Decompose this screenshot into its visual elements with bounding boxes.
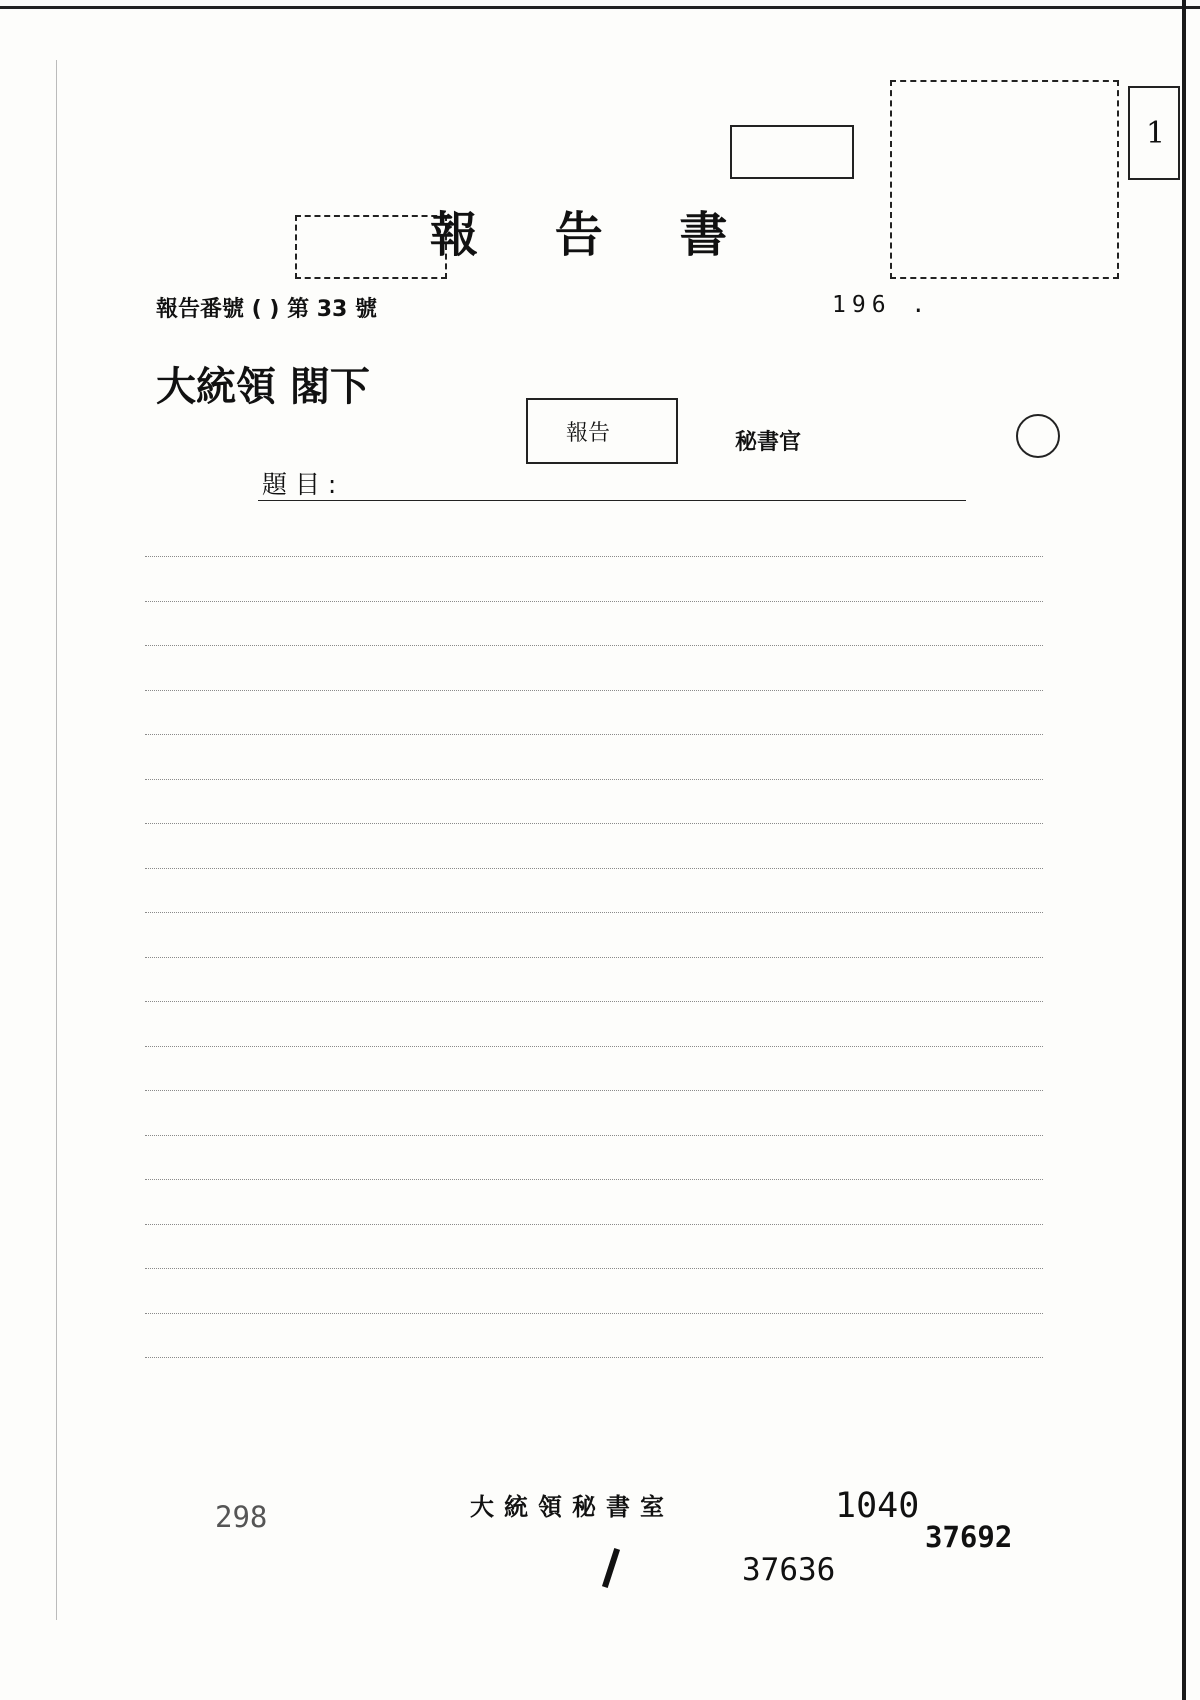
ruled-line — [145, 868, 1043, 869]
ruled-line — [145, 1268, 1043, 1269]
secretary-label: 秘書官 — [735, 430, 802, 455]
ruled-line — [145, 1224, 1043, 1225]
footer-number-b: 37692 — [925, 1520, 1013, 1554]
page-top-edge — [0, 6, 1200, 9]
report-number: 報告番號 ( ) 第 33 號 — [156, 297, 378, 322]
ruled-line — [145, 1135, 1043, 1136]
ruled-line — [145, 734, 1043, 735]
footer-office: 大統領秘書室 — [470, 1493, 674, 1521]
ruled-line — [145, 645, 1043, 646]
document-title: 報 告 書 — [430, 207, 758, 263]
page-number-stamp-text: 1 — [1146, 116, 1166, 151]
ruled-line — [145, 1001, 1043, 1002]
ruled-line — [145, 1090, 1043, 1091]
dept-seal — [295, 215, 447, 279]
secretary-seal — [1016, 414, 1060, 458]
ruled-line — [145, 690, 1043, 691]
ruled-line — [145, 1179, 1043, 1180]
subject-underline — [258, 500, 966, 501]
footer-mark — [602, 1548, 620, 1588]
report-date: 196 . — [832, 292, 932, 318]
page-right-edge — [1182, 0, 1186, 1700]
footer-page-number: 298 — [215, 1500, 268, 1534]
page-left-margin — [56, 60, 57, 1620]
ruled-line — [145, 556, 1043, 557]
ruled-line — [145, 1046, 1043, 1047]
report-stamp — [526, 398, 678, 464]
ruled-line — [145, 912, 1043, 913]
ruled-line — [145, 601, 1043, 602]
ruled-line — [145, 1313, 1043, 1314]
seal-stamp-box — [730, 125, 854, 179]
ruled-line — [145, 957, 1043, 958]
subject-label: 題 目 : — [262, 470, 337, 499]
ruled-line — [145, 1357, 1043, 1358]
page-number-stamp — [1128, 86, 1180, 180]
ruled-line — [145, 823, 1043, 824]
addressee: 大統領 閣下 — [156, 364, 370, 410]
ruled-line — [145, 779, 1043, 780]
report-stamp-label: 報告 — [566, 421, 611, 446]
footer-number-c: 37636 — [742, 1552, 836, 1588]
approval-stamp-box — [890, 80, 1119, 279]
footer-number-a: 1040 — [835, 1486, 920, 1526]
